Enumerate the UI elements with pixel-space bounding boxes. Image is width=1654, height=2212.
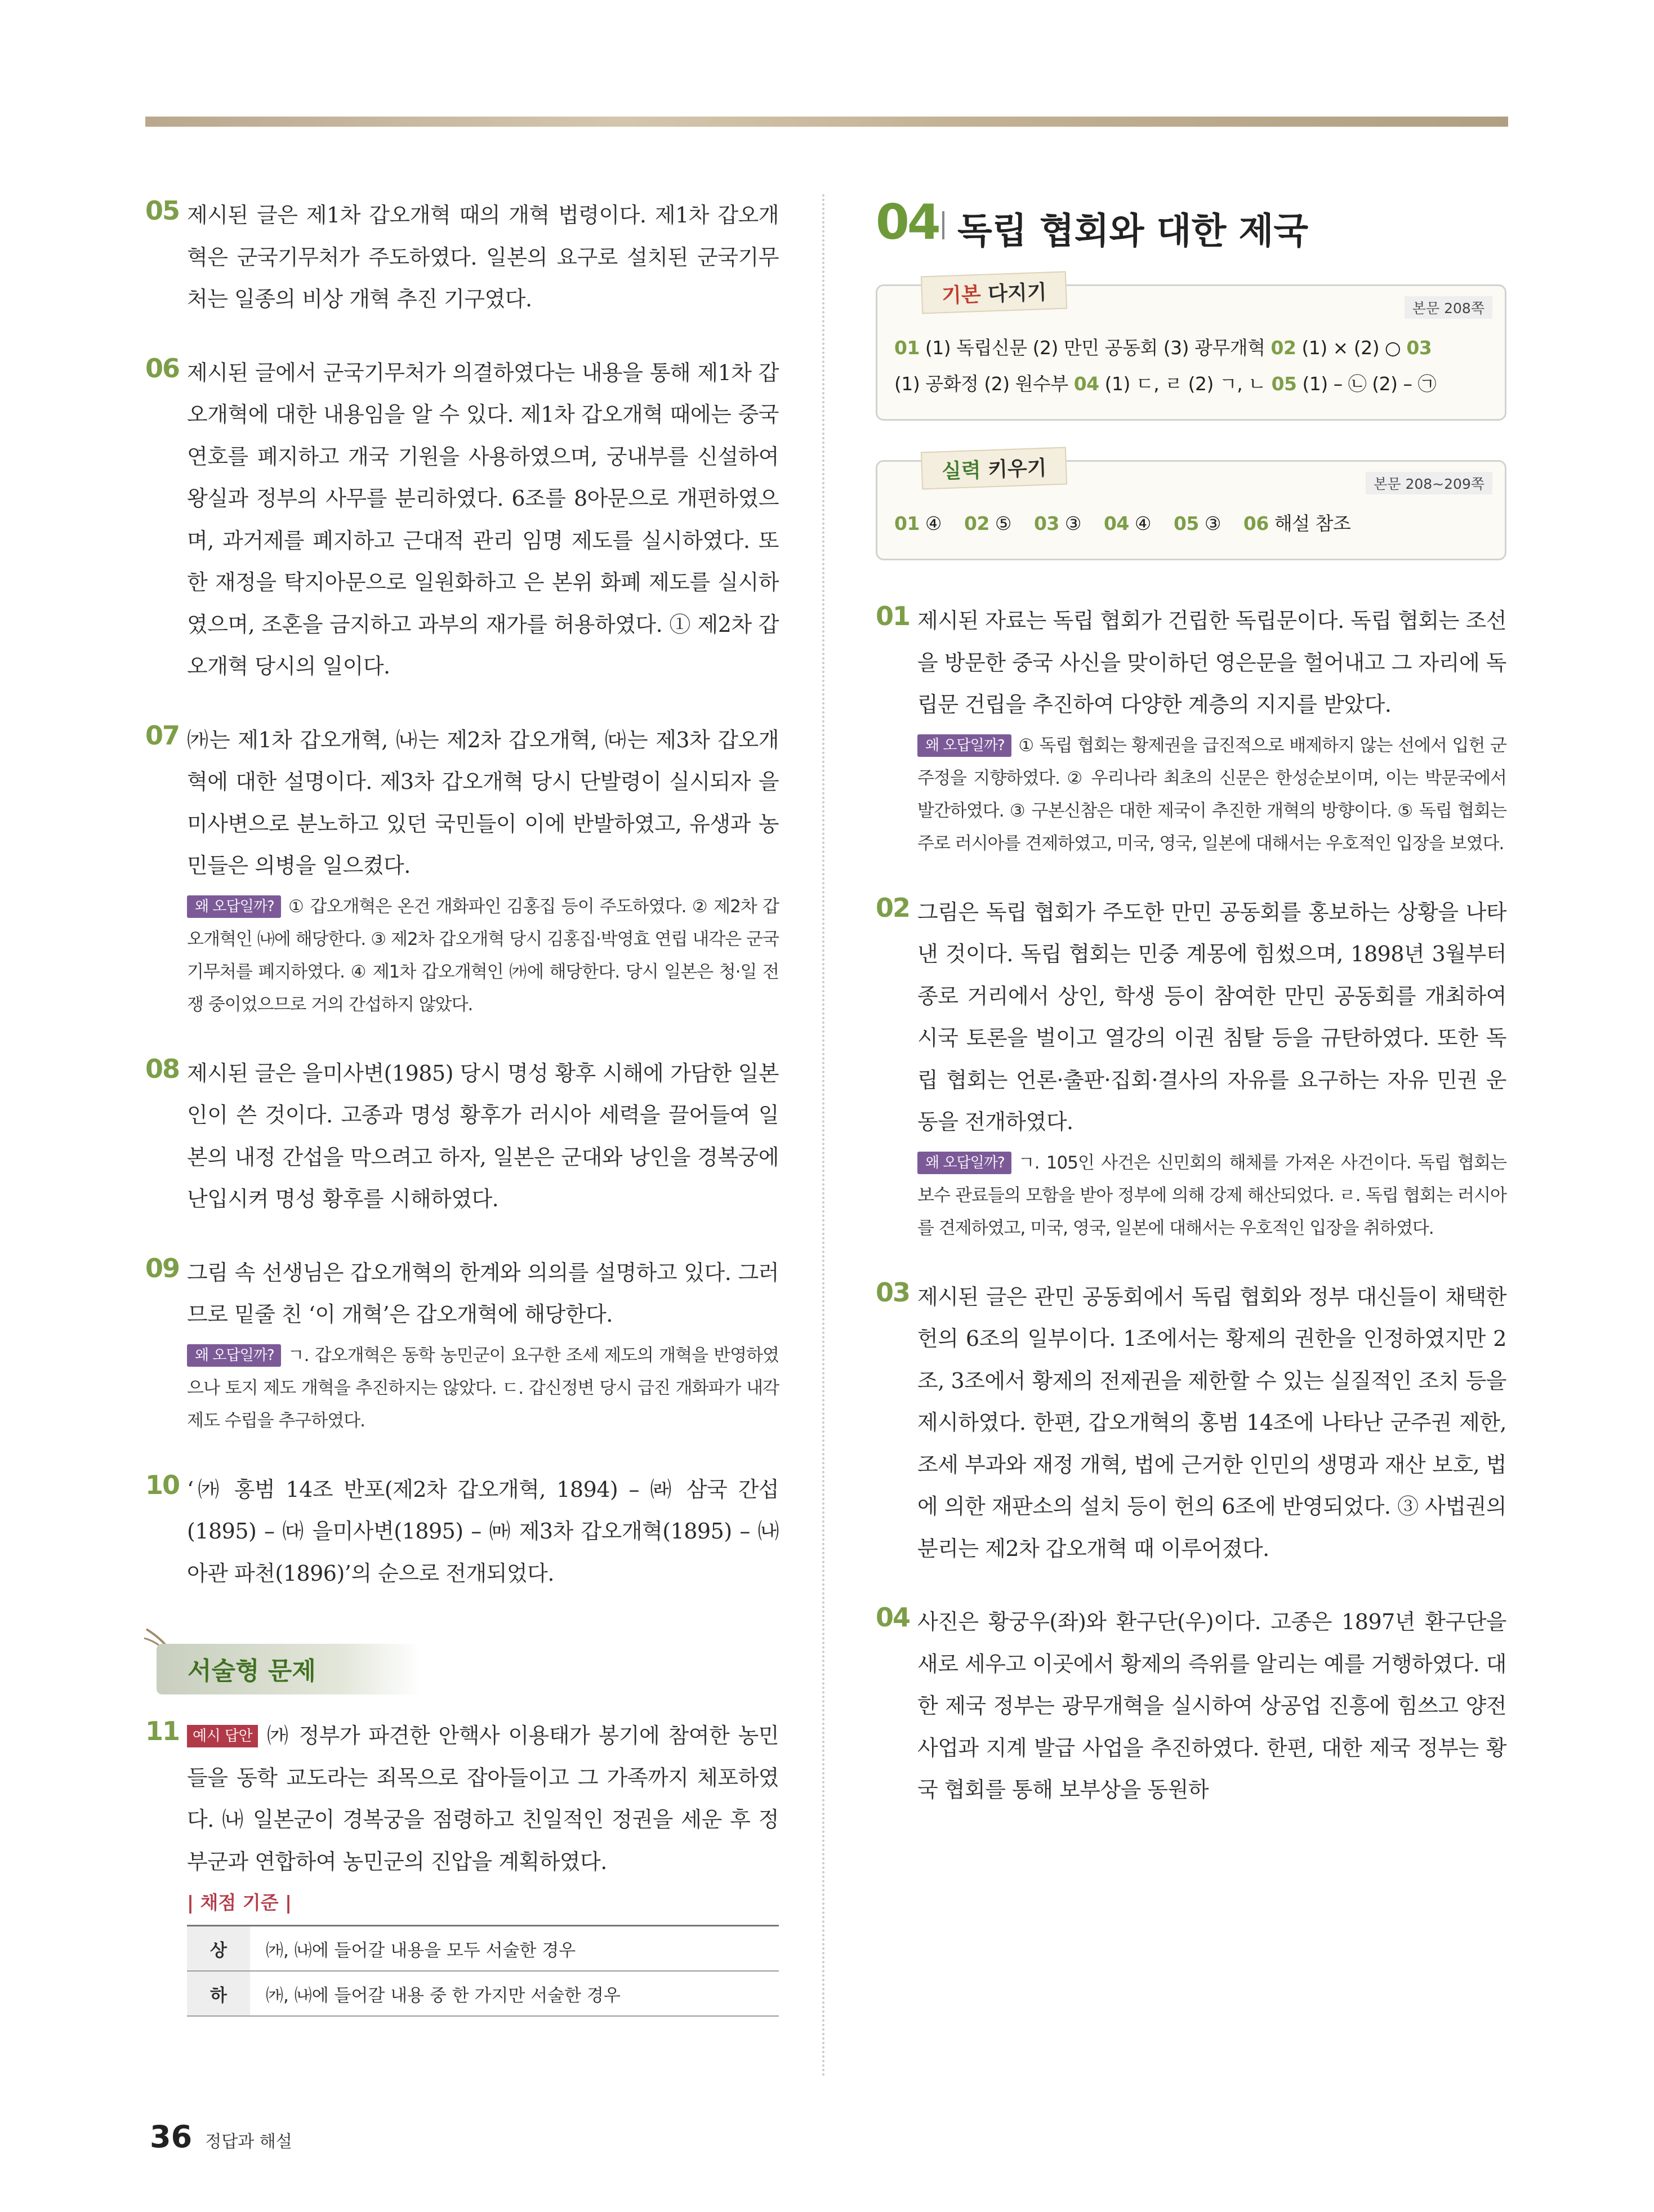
example-answer-tag: 예시 답안 xyxy=(187,1725,258,1747)
grade-description: ㈎, ㈏에 들어갈 내용 중 한 가지만 서술한 경우 xyxy=(250,1971,779,2016)
table-row xyxy=(187,1926,779,1972)
basic-answers-box xyxy=(876,280,1506,421)
answer-item-r03 xyxy=(876,1276,1506,1570)
answer-item-05 xyxy=(145,194,779,320)
item-number: 05 xyxy=(145,195,180,226)
item-text: ㈎는 제1차 갑오개혁, ㈏는 제2차 갑오개혁, ㈐는 제3차 갑오개혁에 대한 설명이다. 제3차 갑오개혁 당시 단발령이 실시되자 을미사변으로 분노하고 있던 국민들이 이에 반발하였고, 유생과 농민들은 의병을 일으켰다. xyxy=(187,727,779,878)
item-number: 07 xyxy=(145,720,180,751)
why-wrong-tag: 왜 오답일까? xyxy=(917,734,1011,757)
answer-item-r01 xyxy=(876,600,1506,860)
answer-text: ⑤ xyxy=(989,512,1011,534)
answer-number: 01 xyxy=(894,337,920,359)
top-decorative-band xyxy=(145,117,1508,127)
item-number: 04 xyxy=(876,1602,910,1633)
practice-answers-box xyxy=(876,456,1506,560)
page-reference: 본문 208쪽 xyxy=(1405,296,1492,319)
answer-item-09 xyxy=(145,1252,779,1437)
page-number: 36 xyxy=(150,2119,193,2155)
item-text: 그림 속 선생님은 갑오개혁의 한계와 의의를 설명하고 있다. 그러므로 밑줄 친 ‘이 개혁’은 갑오개혁에 해당한다. xyxy=(187,1260,779,1327)
why-wrong-tag: 왜 오답일까? xyxy=(187,1344,281,1367)
right-column xyxy=(876,194,1506,1843)
left-column xyxy=(145,194,779,2048)
practice-label-highlight: 실력 xyxy=(941,458,982,484)
why-wrong-tag: 왜 오답일까? xyxy=(917,1152,1011,1174)
basic-label xyxy=(921,271,1068,314)
section-number: 04 xyxy=(876,194,939,251)
grade-description: ㈎, ㈏에 들어갈 내용을 모두 서술한 경우 xyxy=(250,1926,779,1972)
section-title: 독립 협회와 대한 제국 xyxy=(957,211,1309,252)
answer-number: 03 xyxy=(1406,337,1432,359)
answer-line xyxy=(894,366,1488,402)
answer-number: 04 xyxy=(1073,373,1099,395)
answer-item-r02 xyxy=(876,891,1506,1245)
wrong-answer-note xyxy=(917,1147,1506,1245)
grade-level: 하 xyxy=(187,1971,250,2016)
item-number: 11 xyxy=(145,1716,180,1746)
answer-item-06 xyxy=(145,352,779,688)
answer-text: (1) ㄷ, ㄹ (2) ㄱ, ㄴ xyxy=(1099,373,1272,395)
practice-label-rest: 키우기 xyxy=(980,456,1047,482)
answer-number: 06 xyxy=(1243,512,1269,534)
grading-table xyxy=(187,1925,779,2017)
answer-item-07 xyxy=(145,719,779,1021)
item-text: 제시된 글에서 군국기무처가 의결하였다는 내용을 통해 제1차 갑오개혁에 대한 내용임을 알 수 있다. 제1차 갑오개혁 때에는 중국 연호를 폐지하고 개국 기원을 사용하였으며, 궁내부를 신설하여 왕실과 정부의 사무를 분리하였다. 6조를 8아문으로 개편하였으며, 과거제를 폐지하고 근대적 관리 임명 제도를 실시하였다. 또한 재정을 탁지아문으로 일원화하고 은 본위 화폐 제도를 실시하였으며, 조혼을 금지하고 과부의 재가를 허용하였다. ① 제2차 갑오개혁 당시의 일이다. xyxy=(187,360,779,679)
item-text: 제시된 글은 관민 공동회에서 독립 협회와 정부 대신들이 채택한 헌의 6조의 일부이다. 1조에서는 황제의 권한을 인정하였지만 2조, 3조에서 황제의 전제권을 제한할 수 있는 실질적인 조치 등을 제시하였다. 한편, 갑오개혁의 홍범 14조에 나타난 군주권 제한, 조세 부과와 재정 개혁, 법에 근거한 인민의 생명과 재산 보호, 법에 의한 재판소의 설치 등이 헌의 6조에 반영되었다. ③ 사법권의 분리는 제2차 갑오개혁 때 이루어졌다. xyxy=(917,1284,1506,1561)
wrong-answer-text: ㄱ. 갑오개혁은 동학 농민군이 요구한 조세 제도의 개혁을 반영하였으나 토지 제도 개혁을 추진하지는 않았다. ㄷ. 갑신정변 당시 급진 개화파가 내각 제도 수립을 추구하였다. xyxy=(187,1345,779,1431)
section-divider-bar xyxy=(942,211,944,239)
answer-number: 04 xyxy=(1103,512,1129,534)
item-number: 01 xyxy=(876,601,910,631)
answer-number: 05 xyxy=(1271,373,1297,395)
answer-line xyxy=(894,330,1488,366)
answer-number: 03 xyxy=(1033,512,1059,534)
wrong-answer-note xyxy=(917,729,1506,860)
answer-text: ③ xyxy=(1198,512,1221,534)
answer-item-11 xyxy=(145,1715,779,2017)
item-number: 03 xyxy=(876,1277,910,1308)
answer-number: 02 xyxy=(1270,337,1296,359)
answer-text: ④ xyxy=(919,512,942,534)
item-number: 02 xyxy=(876,892,910,923)
answer-line xyxy=(894,506,1488,542)
practice-label xyxy=(921,447,1068,490)
column-divider xyxy=(822,194,824,2078)
wrong-answer-note xyxy=(187,1339,779,1437)
page-footer xyxy=(150,2119,292,2155)
answer-text: 해설 참조 xyxy=(1268,512,1351,534)
item-number: 10 xyxy=(145,1469,180,1500)
wrong-answer-text: ① 독립 협회는 황제권을 급진적으로 배제하지 않는 선에서 입헌 군주정을 지향하였다. ② 우리나라 최초의 신문은 한성순보이며, 이는 박문국에서 발간하였다. ③ 구본신참은 대한 제국이 추진한 개혁의 방향이다. ⑤ 독립 협회는 주로 러시아를 견제하였고, 미국, 영국, 일본에 대해서는 우호적인 입장을 보였다. xyxy=(917,735,1506,854)
footer-label: 정답과 해설 xyxy=(205,2132,292,2152)
page-reference: 본문 208~209쪽 xyxy=(1366,472,1492,494)
wrong-answer-note xyxy=(187,890,779,1021)
answer-item-08 xyxy=(145,1053,779,1220)
item-text: 제시된 글은 제1차 갑오개혁 때의 개혁 법령이다. 제1차 갑오개혁은 군국기무처가 주도하였다. 일본의 요구로 설치된 군국기무처는 일종의 비상 개혁 추진 기구였다. xyxy=(187,203,779,311)
item-text: 사진은 황궁우(좌)와 환구단(우)이다. 고종은 1897년 환구단을 새로 세우고 이곳에서 황제의 즉위를 알리는 예를 거행하였다. 대한 제국 정부는 광무개혁을 실시하여 상공업 진흥에 힘쓰고 양전 사업과 지계 발급 사업을 추진하였다. 한편, 대한 제국 정부는 황국 협회를 통해 보부상을 동원하 xyxy=(917,1609,1506,1802)
answer-text: (1) × (2) ○ xyxy=(1296,337,1407,359)
table-row xyxy=(187,1971,779,2016)
basic-label-rest: 다지기 xyxy=(980,280,1047,306)
essay-section-heading xyxy=(145,1626,779,1693)
item-text xyxy=(187,1715,779,1883)
answer-text: (1) 독립신문 (2) 만민 공동회 (3) 광무개혁 xyxy=(919,337,1271,359)
why-wrong-tag: 왜 오답일까? xyxy=(187,895,281,918)
answer-item-10 xyxy=(145,1469,779,1595)
grading-criteria-title: | 채점 기준 | xyxy=(187,1892,292,1914)
essay-badge xyxy=(157,1644,421,1694)
item-number: 09 xyxy=(145,1252,180,1283)
item-number: 08 xyxy=(145,1053,180,1084)
item-number: 06 xyxy=(145,353,180,383)
answer-item-r04 xyxy=(876,1601,1506,1811)
wrong-answer-text: ㄱ. 105인 사건은 신민회의 해체를 가져온 사건이다. 독립 협회는 보수 관료들의 모함을 받아 정부에 의해 강제 해산되었다. ㄹ. 독립 협회는 러시아를 견제하였고, 미국, 영국, 일본에 대해서는 우호적인 입장을 취하였다. xyxy=(917,1152,1506,1238)
basic-label-highlight: 기본 xyxy=(941,283,982,308)
item-text: 제시된 자료는 독립 협회가 건립한 독립문이다. 독립 협회는 조선을 방문한 중국 사신을 맞이하던 영은문을 헐어내고 그 자리에 독립문 건립을 추진하여 다양한 계층의 지지를 받았다. xyxy=(917,608,1506,717)
essay-heading: 서술형 문제 xyxy=(188,1657,316,1685)
answer-text: (1) – ㉡ (2) – ㉠ xyxy=(1296,373,1436,395)
wrong-answer-text: ① 갑오개혁은 온건 개화파인 김홍집 등이 주도하였다. ② 제2차 갑오개혁인 ㈏에 해당한다. ③ 제2차 갑오개혁 당시 김홍집·박영효 연립 내각은 군국기무처를 폐지하였다. ④ 제1차 갑오개혁인 ㈎에 해당한다. 당시 일본은 청·일 전쟁 중이었으므로 거의 간섭하지 않았다. xyxy=(187,896,779,1015)
section-header xyxy=(876,194,1506,262)
grade-level: 상 xyxy=(187,1926,250,1972)
item-text: 그림은 독립 협회가 주도한 만민 공동회를 홍보하는 상황을 나타낸 것이다. 독립 협회는 민중 계몽에 힘썼으며, 1898년 3월부터 종로 거리에서 상인, 학생 등이 참여한 만민 공동회를 개최하여 시국 토론을 벌이고 열강의 이권 침탈 등을 규탄하였다. 또한 독립 협회는 언론·출판·집회·결사의 자유를 요구하는 자유 민권 운동을 전개하였다. xyxy=(917,899,1506,1134)
answer-text: ③ xyxy=(1059,512,1081,534)
answer-number: 01 xyxy=(894,512,920,534)
item-text: ‘㈎ 홍범 14조 반포(제2차 갑오개혁, 1894) – ㈑ 삼국 간섭(1895) – ㈐ 을미사변(1895) – ㈒ 제3차 갑오개혁(1895) – ㈏ 아관 파천(1896)’의 순으로 전개되었다. xyxy=(187,1477,779,1586)
answer-number: 05 xyxy=(1173,512,1199,534)
answer-text: (1) 공화정 (2) 원수부 xyxy=(894,373,1074,395)
answer-text: ④ xyxy=(1129,512,1151,534)
example-answer-text: ㈎ 정부가 파견한 안핵사 이용태가 봉기에 참여한 농민들을 동학 교도라는 죄목으로 잡아들이고 그 가족까지 체포하였다. ㈏ 일본군이 경복궁을 점령하고 친일적인 정권을 세운 후 정부군과 연합하여 농민군의 진압을 계획하였다. xyxy=(187,1723,779,1874)
item-text: 제시된 글은 을미사변(1985) 당시 명성 황후 시해에 가담한 일본인이 쓴 것이다. 고종과 명성 황후가 러시아 세력을 끌어들여 일본의 내정 간섭을 막으려고 하자, 일본은 군대와 낭인을 경복궁에 난입시켜 명성 황후를 시해하였다. xyxy=(187,1060,779,1211)
answer-number: 02 xyxy=(964,512,989,534)
